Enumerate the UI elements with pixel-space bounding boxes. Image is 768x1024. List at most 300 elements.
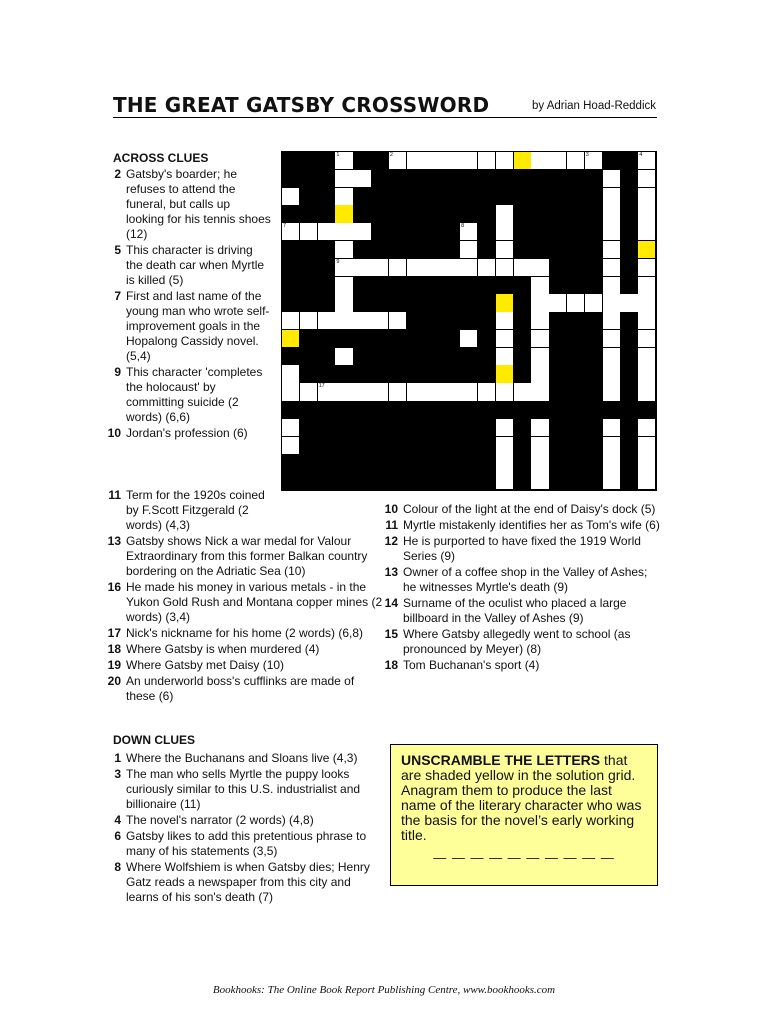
grid-cell[interactable] [638,330,656,348]
grid-block [567,188,585,206]
grid-block [567,401,585,419]
grid-block [371,348,389,366]
grid-block [424,294,442,312]
grid-block [460,401,478,419]
grid-cell[interactable] [603,348,621,366]
clue-text: Tom Buchanan's sport (4) [403,658,540,672]
grid-block [549,277,567,295]
grid-block [424,241,442,259]
grid-cell[interactable] [603,277,621,295]
grid-block [585,170,603,188]
grid-block [585,330,603,348]
grid-cell[interactable] [638,419,656,437]
grid-block [442,330,460,348]
grid-cell[interactable] [300,223,318,241]
grid-cell[interactable] [603,437,621,455]
grid-cell[interactable] [407,259,425,277]
grid-cell[interactable] [531,454,549,472]
grid-cell[interactable] [603,223,621,241]
grid-block [407,223,425,241]
grid-block [407,312,425,330]
grid-cell[interactable] [353,383,371,401]
grid-cell[interactable] [460,259,478,277]
grid-cell[interactable] [496,312,514,330]
grid-block [514,205,532,223]
grid-cell-shaded[interactable] [282,330,300,348]
grid-cell[interactable] [603,205,621,223]
grid-block [318,188,336,206]
clue-number: 3 [114,767,121,781]
grid-cell[interactable] [460,152,478,170]
across-clue-right [376,627,660,657]
across-clue [99,534,389,579]
grid-block [424,277,442,295]
grid-cell[interactable] [638,152,656,170]
grid-cell[interactable] [424,383,442,401]
grid-block [460,170,478,188]
grid-cell[interactable] [335,294,353,312]
grid-cell[interactable] [531,383,549,401]
grid-cell[interactable] [531,472,549,490]
grid-cell[interactable] [638,205,656,223]
grid-block [603,152,621,170]
grid-cell[interactable] [496,241,514,259]
across-heading: ACROSS CLUES [113,151,209,165]
grid-block [300,437,318,455]
grid-block [514,365,532,383]
grid-cell[interactable] [496,348,514,366]
clue-text: Gatsby shows Nick a war medal for Valour Extraordinary from this former Balkan country bordering on the Adriatic Sea (10) [126,534,368,578]
grid-cell[interactable] [603,472,621,490]
grid-block [407,170,425,188]
grid-cell[interactable] [335,383,353,401]
grid-block [371,277,389,295]
title-rule [113,117,657,118]
grid-cell[interactable] [496,223,514,241]
grid-block [371,241,389,259]
grid-block [335,365,353,383]
grid-cell[interactable] [638,170,656,188]
grid-cell-shaded[interactable] [496,365,514,383]
grid-cell[interactable] [282,437,300,455]
grid-block [389,294,407,312]
grid-cell[interactable] [638,312,656,330]
grid-cell[interactable] [335,348,353,366]
grid-cell[interactable] [531,419,549,437]
grid-block [514,188,532,206]
grid-cell[interactable] [638,348,656,366]
grid-cell[interactable] [603,170,621,188]
grid-block [424,454,442,472]
grid-cell[interactable] [496,259,514,277]
clue-number: 5 [114,243,121,257]
grid-block [318,205,336,223]
grid-block [353,205,371,223]
grid-block [300,259,318,277]
grid-cell[interactable] [638,277,656,295]
grid-block [585,241,603,259]
grid-cell[interactable] [514,259,532,277]
grid-block [567,259,585,277]
grid-cell[interactable] [638,223,656,241]
grid-block [478,472,496,490]
grid-cell[interactable] [496,330,514,348]
grid-cell[interactable] [442,383,460,401]
grid-block [549,437,567,455]
down-clue [99,829,384,859]
grid-cell[interactable] [442,259,460,277]
grid-cell[interactable] [282,365,300,383]
grid-cell[interactable] [603,365,621,383]
down-clues [99,751,384,906]
grid-cell[interactable] [514,383,532,401]
grid-block [318,170,336,188]
grid-block [371,472,389,490]
grid-cell[interactable] [478,259,496,277]
grid-cell[interactable] [567,294,585,312]
grid-block [318,241,336,259]
grid-block [424,205,442,223]
grid-block [478,365,496,383]
grid-cell[interactable] [335,312,353,330]
grid-block [549,365,567,383]
grid-cell[interactable] [335,170,353,188]
grid-block [282,170,300,188]
grid-cell[interactable] [638,259,656,277]
grid-block [335,330,353,348]
grid-block [620,223,638,241]
grid-cell[interactable] [318,312,336,330]
grid-block [620,188,638,206]
grid-cell[interactable] [585,152,603,170]
grid-cell[interactable] [318,223,336,241]
grid-block [567,330,585,348]
grid-cell[interactable] [638,188,656,206]
answer-blanks[interactable]: — — — — — — — — — — [433,850,615,865]
grid-cell[interactable] [603,259,621,277]
grid-block [300,348,318,366]
grid-cell[interactable] [335,277,353,295]
grid-block [300,188,318,206]
grid-block [549,241,567,259]
across-clue [99,167,271,242]
grid-block [371,437,389,455]
grid-block [300,330,318,348]
grid-number: 7 [283,223,287,230]
grid-cell[interactable] [389,383,407,401]
grid-cell[interactable] [638,294,656,312]
grid-cell[interactable] [531,152,549,170]
grid-block [549,454,567,472]
grid-cell-shaded[interactable] [335,205,353,223]
grid-cell[interactable] [389,259,407,277]
grid-block [514,437,532,455]
grid-block [389,188,407,206]
grid-block [282,241,300,259]
grid-cell[interactable] [300,312,318,330]
grid-cell[interactable] [603,312,621,330]
grid-cell[interactable] [424,152,442,170]
grid-block [478,205,496,223]
grid-cell[interactable] [353,223,371,241]
grid-cell[interactable] [531,294,549,312]
down-heading: DOWN CLUES [113,733,195,747]
grid-block [585,312,603,330]
grid-block [567,348,585,366]
grid-block [460,277,478,295]
grid-block [318,419,336,437]
across-clue [99,426,271,441]
grid-block [603,401,621,419]
grid-cell[interactable] [282,312,300,330]
grid-block [353,294,371,312]
grid-block [353,365,371,383]
grid-block [460,205,478,223]
grid-cell[interactable] [496,454,514,472]
grid-cell[interactable] [549,152,567,170]
grid-cell[interactable] [638,472,656,490]
grid-block [620,365,638,383]
grid-block [567,472,585,490]
crossword-grid[interactable] [281,151,657,491]
grid-block [567,454,585,472]
grid-cell[interactable] [371,259,389,277]
grid-cell[interactable] [282,383,300,401]
grid-block [282,472,300,490]
grid-cell-shaded[interactable] [638,241,656,259]
grid-cell[interactable] [353,170,371,188]
clue-number: 2 [114,167,121,181]
grid-cell[interactable] [531,330,549,348]
grid-block [424,419,442,437]
grid-cell[interactable] [603,241,621,259]
grid-cell[interactable] [531,437,549,455]
grid-cell[interactable] [460,383,478,401]
grid-cell[interactable] [638,437,656,455]
grid-block [335,472,353,490]
grid-block [371,223,389,241]
grid-block [371,401,389,419]
grid-cell[interactable] [638,454,656,472]
grid-block [585,223,603,241]
grid-cell[interactable] [460,330,478,348]
clue-text: Gatsby's boarder; he refuses to attend the funeral, but calls up looking for his tennis shoes (12) [126,167,271,241]
grid-block [424,365,442,383]
grid-block [620,401,638,419]
grid-number: 9 [336,258,340,265]
grid-block [478,437,496,455]
grid-block [478,277,496,295]
grid-block [371,294,389,312]
clue-number: 10 [107,426,121,440]
grid-cell[interactable] [442,152,460,170]
grid-cell[interactable] [407,383,425,401]
across-clue [99,488,271,533]
grid-cell[interactable] [353,259,371,277]
grid-cell[interactable] [478,152,496,170]
grid-block [514,454,532,472]
grid-block [585,259,603,277]
clue-number: 15 [384,627,398,641]
grid-cell[interactable] [424,259,442,277]
grid-cell[interactable] [603,383,621,401]
grid-block [620,454,638,472]
grid-cell-shaded[interactable] [514,152,532,170]
grid-cell[interactable] [531,259,549,277]
grid-cell[interactable] [603,419,621,437]
grid-block [424,330,442,348]
grid-block [318,294,336,312]
grid-block [460,365,478,383]
grid-cell[interactable] [282,223,300,241]
grid-block [389,365,407,383]
grid-block [300,454,318,472]
grid-cell[interactable] [371,312,389,330]
grid-cell[interactable] [389,312,407,330]
across-clue-right [376,658,660,673]
grid-block [442,365,460,383]
grid-block [549,259,567,277]
clue-text: Gatsby likes to add this pretentious phrase to many of his statements (3,5) [126,829,367,858]
grid-block [549,205,567,223]
grid-cell[interactable] [282,419,300,437]
grid-cell[interactable] [638,383,656,401]
grid-cell[interactable] [620,294,638,312]
byline: by Adrian Hoad-Reddick [531,100,656,112]
grid-cell[interactable] [353,312,371,330]
across-clue [99,289,271,364]
grid-block [318,437,336,455]
grid-block [478,223,496,241]
grid-block [514,330,532,348]
grid-cell[interactable] [496,152,514,170]
clue-number: 4 [114,813,121,827]
clue-text: Where Gatsby allegedly went to school (as pronounced by Meyer) (8) [403,627,631,656]
grid-cell[interactable] [300,383,318,401]
unscramble-lead: UNSCRAMBLE THE LETTERS [401,752,601,768]
grid-block [442,472,460,490]
grid-block [620,348,638,366]
grid-block [442,170,460,188]
grid-block [442,277,460,295]
across-clues-left [99,167,271,442]
grid-cell[interactable] [603,188,621,206]
grid-cell[interactable] [335,152,353,170]
grid-block [567,419,585,437]
grid-cell[interactable] [585,294,603,312]
grid-cell[interactable] [531,312,549,330]
grid-block [442,241,460,259]
grid-cell-shaded[interactable] [496,294,514,312]
grid-block [442,348,460,366]
grid-number: 4 [639,152,643,158]
across-clue [99,243,271,288]
grid-block [353,152,371,170]
grid-cell[interactable] [496,437,514,455]
grid-block [371,365,389,383]
grid-cell[interactable] [335,188,353,206]
grid-block [300,205,318,223]
grid-block [549,383,567,401]
grid-block [424,348,442,366]
grid-cell[interactable] [638,365,656,383]
grid-block [478,419,496,437]
grid-cell[interactable] [335,223,353,241]
grid-block [371,205,389,223]
grid-cell[interactable] [567,152,585,170]
clue-text: Where Wolfshiem is when Gatsby dies; Henry Gatz reads a newspaper from this city and learns of his son's death (7) [126,860,370,904]
grid-cell[interactable] [335,259,353,277]
grid-block [424,312,442,330]
grid-block [567,383,585,401]
grid-block [442,188,460,206]
clue-text: Where the Buchanans and Sloans live (4,3) [126,751,358,765]
grid-cell[interactable] [371,383,389,401]
across-clues-wide [99,488,384,705]
page-title: THE GREAT GATSBY CROSSWORD [113,93,490,117]
grid-block [531,241,549,259]
grid-block [318,259,336,277]
grid-block [389,419,407,437]
grid-cell[interactable] [335,241,353,259]
grid-cell[interactable] [460,223,478,241]
grid-block [371,419,389,437]
grid-block [424,170,442,188]
grid-block [389,472,407,490]
grid-cell[interactable] [282,188,300,206]
grid-cell[interactable] [496,419,514,437]
grid-block [620,312,638,330]
grid-cell[interactable] [531,365,549,383]
grid-block [478,401,496,419]
grid-block [620,383,638,401]
grid-block [353,330,371,348]
clue-text: The man who sells Myrtle the puppy looks curiously similar to this U.S. industrialist and billionaire (11) [126,767,361,811]
grid-cell[interactable] [531,348,549,366]
grid-number: 1 [336,152,340,158]
grid-block [335,454,353,472]
grid-block [282,454,300,472]
grid-block [478,188,496,206]
grid-block [549,348,567,366]
grid-cell[interactable] [478,383,496,401]
grid-block [389,348,407,366]
clue-text: An underworld boss's cufflinks are made of these (6) [126,674,355,703]
grid-cell[interactable] [496,383,514,401]
grid-cell[interactable] [549,294,567,312]
grid-cell[interactable] [603,330,621,348]
grid-cell[interactable] [460,241,478,259]
grid-cell[interactable] [603,454,621,472]
grid-block [442,294,460,312]
grid-cell[interactable] [603,294,621,312]
grid-block [478,348,496,366]
grid-cell[interactable] [389,152,407,170]
grid-block [442,401,460,419]
grid-cell[interactable] [496,205,514,223]
grid-block [567,241,585,259]
grid-cell[interactable] [496,472,514,490]
grid-cell[interactable] [407,152,425,170]
grid-block [478,241,496,259]
grid-block [407,241,425,259]
grid-block [442,205,460,223]
grid-cell[interactable] [318,383,336,401]
grid-block [407,330,425,348]
grid-cell[interactable] [531,277,549,295]
grid-block [407,472,425,490]
grid-block [389,241,407,259]
